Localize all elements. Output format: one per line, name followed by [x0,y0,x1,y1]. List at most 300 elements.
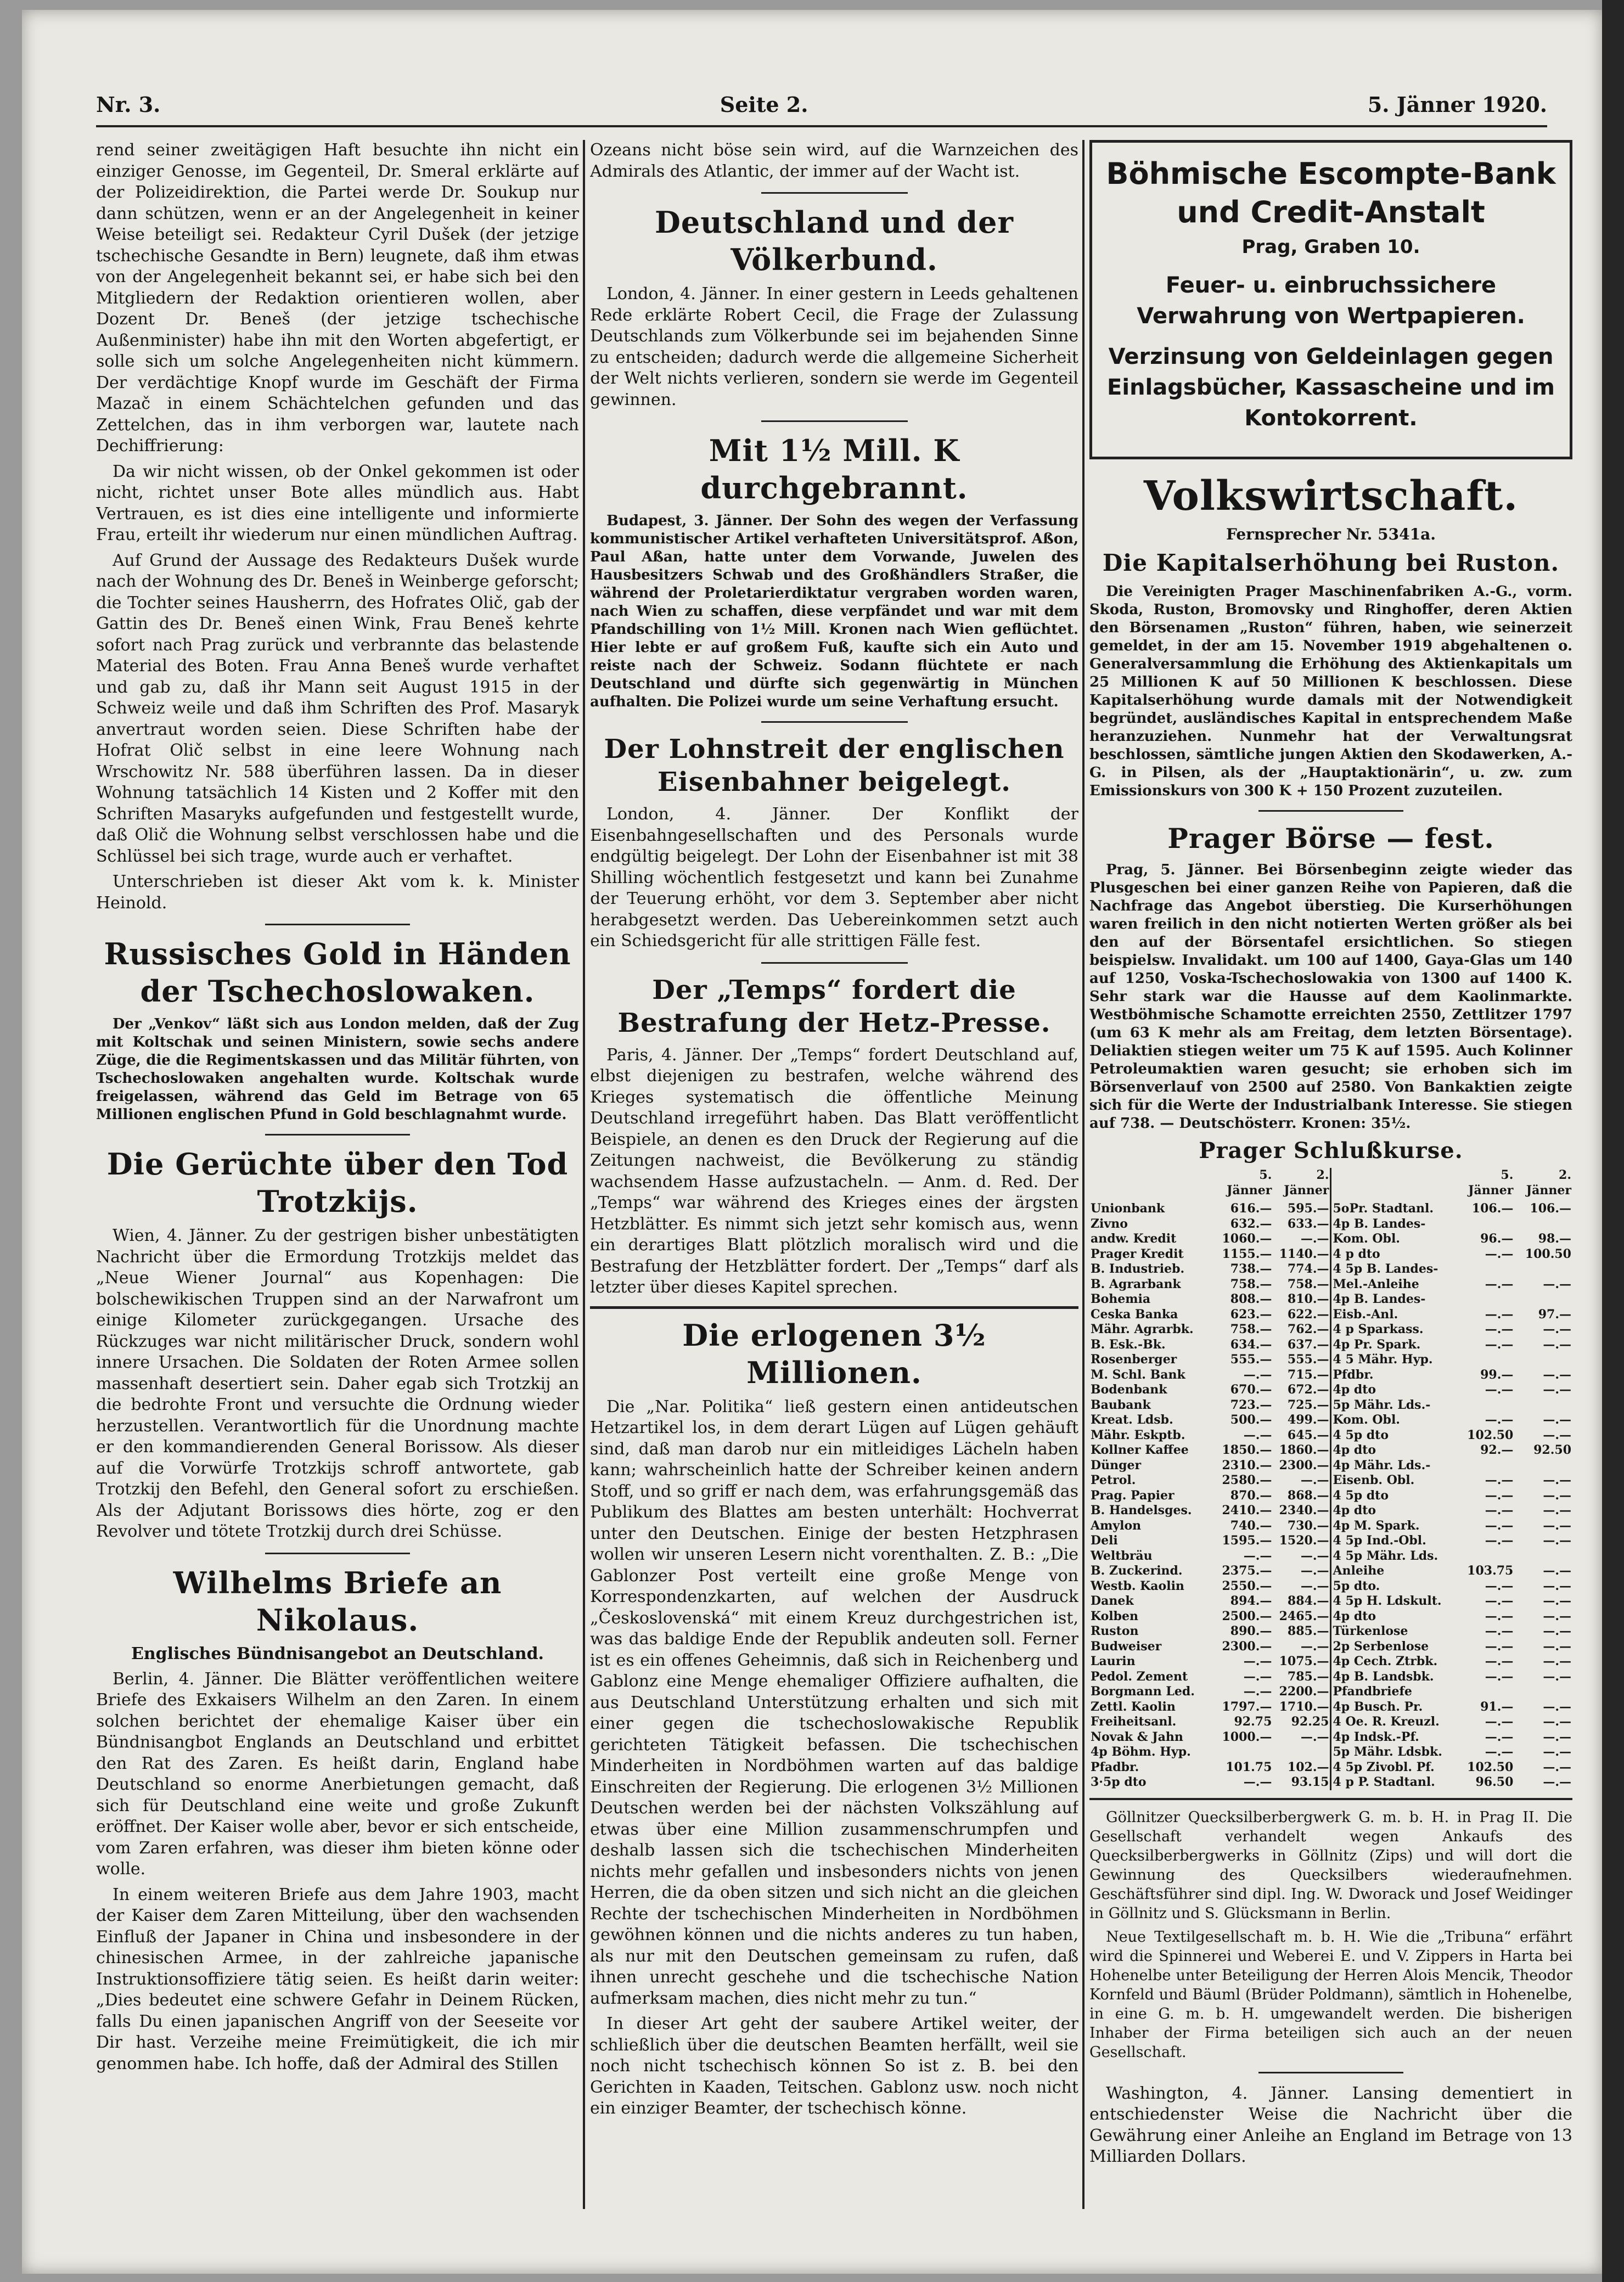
table-cell: 2310.— [1222,1458,1272,1472]
table-row [1089,1488,1572,1504]
bank-service-2: Verzinsung von Geldeinlagen gegen Einlagsbücher, Kassascheine und im Kontokorrent. [1107,344,1555,431]
table-cell: Deli [1091,1533,1118,1548]
table-cell: 97.— [1538,1307,1571,1322]
table-cell: Amylon [1091,1518,1142,1533]
table-cell: 4 Oe. R. Kreuzl. [1331,1715,1457,1730]
table-cell: 868.— [1287,1488,1329,1503]
article-text: London, 4. Jänner. Der Konflikt der Eisenbahngesellschaften und des Personals wurde endgültig beigelegt. Der Lohn der Eisenbahner ist mit 38 Shilling wöchentlich festgesetzt und kann bei Zunahme der Teuerung erhöht, vor dem 3. September aber nicht herabgesetzt werden. Das Uebereinkommen setzt auch ein Schiedsgericht für alle strittigen Fälle fest. [590,805,1078,951]
table-cell: 555.— [1287,1352,1329,1367]
table-cell: 637.— [1287,1337,1329,1352]
table-cell: 4p B. Landes- [1331,1292,1457,1307]
table-cell: 555.— [1230,1352,1272,1367]
table-row [1089,1670,1572,1685]
table-cell [1457,1352,1515,1368]
table-cell: 723.— [1230,1397,1272,1412]
table-cell: 500.— [1230,1413,1272,1427]
article-text: Paris, 4. Jänner. Der „Temps“ fordert Deutschland auf, elbst diejenigen zu bestrafen, welche während des Krieges systematisch die öffentliche Meinung Deutschland irregeführt haben. Das Blatt veröffentlicht Beispiele, an denen es den Druck der Regierung auf die Zeitungen nachweist, die Bevölkerung zu ständig wachsendem Hasse aufzustacheln. — Anm. d. Red. Der „Temps“ war während des Krieges eines der ärgsten Hetzblätter. Es nimmt sich jetzt sehr komisch aus, wenn ein derartiges Blatt plötzlich moralisch wird und die Bestrafung der Hetzblätter fordert. Der „Temps“ darf als letzter über dieses Kapitel sprechen. [590,1045,1078,1297]
table-cell: Weltbräu [1091,1548,1153,1563]
table-cell: 670.— [1230,1382,1272,1397]
table-cell: 4p Indsk.-Pf. [1331,1730,1457,1745]
table-cell: —.— [1485,1654,1514,1668]
table-cell: 106.— [1530,1201,1571,1216]
table-cell [1215,1745,1273,1760]
divider [1089,1798,1572,1800]
table-cell: 1710.— [1279,1699,1329,1714]
table-row [1089,1217,1572,1232]
table-cell: —.— [1543,1639,1571,1654]
table-cell: 2300.— [1222,1639,1272,1654]
table-row [1089,1368,1572,1383]
column-1 [96,140,579,2209]
table-cell: —.— [1543,1715,1571,1729]
table-cell: 4p B. Landsbk. [1331,1670,1457,1685]
article-text: Die Vereinigten Prager Maschinenfabriken A.-G., vorm. Skoda, Ruston, Bromovsky und Ringhoffer, deren Aktien den Börsenamen „Ruston“ führen, haben, wie seinerzeit gemeldet, in der am 15. November 1919 abgehaltenen o. Generalversammlung die Erhöhung des Aktienkapitals um 25 Millionen K auf 50 Millionen K beschlossen. Diese Kapitalserhöhung wurde damals mit der Notwendigkeit begründet, ausländisches Kapital in entsprechendem Maße heranzuziehen. Nunmehr hat der Verwaltungsrat beschlossen, sämtliche jungen Aktien den Skodawerken, A.-G. in Pilsen, als der „Hauptaktionärin“, u. zw. zum Emissionskurs von 300 K + 150 Prozent zuzuteilen. [1089,583,1572,799]
table-cell: M. Schl. Bank [1091,1367,1185,1382]
table-cell: 4p M. Spark. [1331,1519,1457,1534]
table-cell: 106.— [1471,1201,1514,1216]
headline-millionen: Die erlogenen 3½ Millionen. [682,1317,986,1390]
subheadline-wilhelm: Englisches Bündnisangebot an Deutschland. [131,1644,544,1663]
headline-trotzki: Die Gerüchte über den Tod Trotzkijs. [106,1146,569,1219]
table-cell: Pedol. Zement [1091,1669,1188,1684]
table-cell: 96.— [1480,1232,1514,1246]
table-cell: Pfdbr. [1331,1368,1457,1383]
table-cell: —.— [1485,1382,1514,1397]
table-cell: 92.25 [1291,1715,1329,1729]
table-cell: 1155.— [1222,1246,1272,1261]
table-row [1089,1277,1572,1292]
table-cell: 93.15 [1291,1775,1329,1789]
table-cell [1457,1549,1515,1564]
table-row [1089,1307,1572,1323]
table-cell: 4 5p H. Ldskult. [1331,1594,1457,1609]
table-row [1089,1594,1572,1609]
table-cell: 623.— [1230,1307,1272,1322]
table-cell: 758.— [1287,1277,1329,1291]
table-cell: —.— [1485,1624,1514,1638]
table-cell: 1595.— [1222,1533,1272,1548]
table-row [1089,1775,1572,1790]
table-cell [1457,1458,1515,1474]
article-text: Berlin, 4. Jänner. Die Blätter veröffentlichen weitere Briefe des Exkaisers Wilhelm an den Zaren. In einem solchen berichtet der ehemalige Kaiser über ein Bündnisangbot Englands an Deutschland und erbittet den Rat des Zaren. Es heißt darin, England habe Deutschland so enorme Anerbietungen gemacht, daß sich für Deutschland eine weite und große Zukunft eröffnet. Der Kaiser wolle aber, bevor er sich entscheide, vom Zaren erfahren, was dieser ihm bieten könne oder wolle. [96,1669,579,1879]
headline-temps: Der „Temps“ fordert die Bestrafung der Hetz-Presse. [617,974,1051,1038]
table-cell: Dünger [1091,1458,1142,1472]
table-cell: Baubank [1091,1397,1151,1412]
table-cell: —.— [1485,1533,1514,1548]
column-3 [1089,140,1572,2209]
table-row [1089,1443,1572,1458]
page-edge [1602,0,1624,2282]
table-cell [1273,1745,1331,1760]
bank-address: Prag, Graben 10. [1241,236,1420,258]
table-cell: Laurin [1091,1654,1136,1668]
table-cell: 725.— [1287,1397,1329,1412]
table-cell: —.— [1543,1624,1571,1638]
table-cell: 99.— [1480,1367,1514,1382]
table-cell: —.— [1543,1699,1571,1714]
table-cell [1514,1458,1572,1474]
table-cell: —.— [1543,1654,1571,1668]
table-cell: 98.— [1538,1232,1571,1246]
table-cell: Kolben [1091,1609,1139,1623]
article-text: Washington, 4. Jänner. Lansing dementiert in entschiedenster Weise die Nachricht über die Gewährung einer Anleihe an England im Betrage von 13 Milliarden Dollars. [1089,2083,1572,2166]
table-cell: 4 p dto [1331,1247,1457,1262]
table-row [1089,1715,1572,1730]
divider [265,1134,410,1136]
table-cell [1514,1684,1572,1700]
table-cell: —.— [1543,1533,1571,1548]
table-cell [1457,1262,1515,1277]
divider [590,1306,1078,1309]
table-cell: Unionbank [1091,1201,1165,1216]
bank-service-1: Feuer- u. einbruchssichere Verwahrung von Wertpapieren. [1137,273,1525,329]
header-rule [96,125,1547,127]
table-cell: 4 5p Ind.-Obl. [1331,1533,1457,1549]
table-cell: 2580.— [1222,1473,1272,1487]
table-cell: Bohemia [1091,1292,1151,1306]
table-cell: —.— [1485,1337,1514,1352]
table-row [1089,1398,1572,1413]
article-text: rend seiner zweitägigen Haft besuchte ihn nicht ein einziger Genosse, im Gegenteil, Dr. Smeral erklärte auf der Polizeidirektion, die Partei werde Dr. Soukup nur dann schützen, wenn er an der Angelegenheit in keiner Weise beteiligt sei. Redakteur Cyril Dušek (der jetzige tschechische Gesandte in Bern) leugnete, daß ihm etwas von der Angelegenheit bekannt sei, er habe sich bei den Mitgliedern der Redaktion orientieren wollen, aber Dozent Dr. Beneš (der jetzige tschechische Außenminister) habe ihn mit den Worten abgefertigt, er solle sich um solche Angelegenheiten nicht kümmern. Der verdächtige Knopf wurde im Geschäft der Firma Mazač in einem Schächtelchen gefunden und das Zettelchen, das in ihm verborgen war, lautete nach Dechiffrierung: [96,140,579,456]
table-cell: 1075.— [1279,1654,1329,1668]
table-header-row: 5. Jänner 2. Jänner 5. Jänner 2. Jänner [1089,1168,1572,1201]
table-cell: —.— [1243,1654,1272,1668]
headline-lohnstreit: Der Lohnstreit der englischen Eisenbahner beigelegt. [604,734,1065,797]
table-cell: 890.— [1230,1624,1272,1638]
article-text: Neue Textilgesellschaft m. b. H. Wie die „Tribuna“ erfährt wird die Spinnerei und Weberei E. und V. Zippers in Harta bei Hohenelbe unter Beteiligung der Herren Alois Mencik, Theodor Kornfeld und Bäuml (Brüder Poldmann), sämtlich in Hohenelbe, in eine G. m. b. H. umgewandelt werden. Die bisherigen Inhaber der Firma beteiligen sich auch an der neuen Gesellschaft. [1089,1928,1572,2061]
table-cell: 730.— [1287,1518,1329,1533]
column-2 [590,140,1078,2209]
divider [265,1553,410,1554]
table-cell: Kom. Obl. [1331,1413,1457,1428]
table-cell: —.— [1485,1594,1514,1608]
table-row [1089,1519,1572,1534]
table-cell: 103.75 [1467,1564,1514,1578]
table-cell: —.— [1485,1578,1514,1593]
table-cell: 102.50 [1467,1760,1514,1774]
table-cell: Novak & Jahn [1091,1729,1183,1744]
table-cell: 3·5p dto [1091,1775,1147,1789]
table-cell: —.— [1543,1337,1571,1352]
table-cell: 1000.— [1222,1729,1272,1744]
table-cell: Kom. Obl. [1331,1232,1457,1247]
table-row [1089,1458,1572,1474]
divider [761,420,908,422]
table-cell: Mähr. Eskptb. [1091,1427,1185,1442]
table-cell: 1797.— [1222,1699,1272,1714]
table-row [1089,1382,1572,1398]
page-header [96,88,1547,121]
table-cell: 870.— [1230,1488,1272,1503]
page-number: Seite 2. [720,92,808,117]
issue-number: Nr. 3. [96,92,161,117]
table-row [1089,1533,1572,1549]
table-cell: —.— [1300,1548,1329,1563]
table-cell [1457,1217,1515,1232]
table-row [1089,1473,1572,1488]
table-cell [1514,1549,1572,1564]
table-cell: 4 5 Mähr. Hyp. [1331,1352,1457,1368]
table-cell: —.— [1543,1473,1571,1487]
table-cell: 92.50 [1533,1443,1571,1457]
table-cell: —.— [1543,1427,1571,1442]
table-cell: 595.— [1287,1201,1329,1216]
table-cell: Pfadbr. [1091,1760,1139,1774]
stock-quotes-table [1089,1168,1572,1790]
divider [761,962,908,964]
table-row [1089,1262,1572,1277]
table-row [1089,1292,1572,1307]
table-cell: —.— [1543,1413,1571,1427]
table-cell: —.— [1543,1609,1571,1623]
table-row [1089,1247,1572,1262]
table-cell: 101.75 [1226,1760,1272,1774]
table-cell: B. Industrieb. [1091,1262,1185,1276]
table-cell: —.— [1485,1413,1514,1427]
table-cell: 102.— [1287,1760,1329,1774]
table-cell: andw. Kredit [1091,1232,1177,1246]
table-cell: Kreat. Ldsb. [1091,1413,1173,1427]
table-cell: 740.— [1230,1518,1272,1533]
table-cell: 4p dto [1331,1382,1457,1398]
table-row [1089,1745,1572,1760]
table-cell: Westb. Kaolin [1091,1578,1184,1593]
table-cell: —.— [1543,1382,1571,1397]
table-cell: 1850.— [1222,1443,1272,1457]
table-cell: —.— [1485,1246,1514,1261]
table-cell: 4p Böhm. Hyp. [1091,1745,1191,1759]
table-cell: 758.— [1230,1277,1272,1291]
table-row [1089,1337,1572,1353]
table-cell: —.— [1485,1669,1514,1684]
divider [1258,810,1403,812]
table-cell: 96.50 [1475,1775,1514,1789]
table-cell: 2550.— [1222,1578,1272,1593]
table-cell: 774.— [1287,1262,1329,1276]
table-cell: —.— [1485,1609,1514,1623]
table-row [1089,1624,1572,1639]
table-cell: 758.— [1230,1322,1272,1336]
table-cell: —.— [1300,1473,1329,1487]
section-title-volkswirtschaft: Volkswirtschaft. [1143,473,1519,520]
article-text: Der „Venkov“ läßt sich aus London melden, daß der Zug mit Koltschak und seinen Ministern, sowie sechs andere Züge, die die Regimentskassen und das Militär führten, von Tschechoslowaken angehalten wurde. Koltschak wurde freigelassen, während das Geld im Betrage von 65 Millionen englischen Pfund in Gold beschlagnahmt wurde. [96,1016,579,1123]
table-cell: Petrol. [1091,1473,1136,1487]
table-cell: Anleihe [1331,1564,1457,1579]
table-row [1089,1201,1572,1217]
table-cell: —.— [1543,1594,1571,1608]
bank-name-line-2: und Credit-Anstalt [1177,195,1485,229]
table-row [1089,1428,1572,1443]
table-cell: Zivno [1091,1216,1128,1231]
table-cell: —.— [1485,1503,1514,1517]
table-cell: 715.— [1287,1367,1329,1382]
table-row [1089,1609,1572,1625]
table-cell: 894.— [1230,1594,1272,1608]
table-cell: 4 p Sparkass. [1331,1322,1457,1337]
divider [761,721,908,723]
table-cell: 5p dto. [1331,1579,1457,1594]
table-cell: —.— [1485,1488,1514,1503]
table-cell: B. Handelsges. [1091,1503,1192,1517]
table-cell: 4p B. Landes- [1331,1217,1457,1232]
article-text: Unterschrieben ist dieser Akt vom k. k. Minister Heinold. [96,872,579,913]
divider [265,924,410,925]
table-cell: 4 p P. Stadtanl. [1331,1775,1457,1790]
table-cell: Eisenb. Obl. [1331,1473,1457,1488]
table-cell: 91.— [1480,1699,1514,1714]
table-cell: —.— [1300,1564,1329,1578]
column-rule-1 [583,140,585,2209]
table-cell: —.— [1243,1775,1272,1789]
table-cell: —.— [1300,1729,1329,1744]
headline-durchgebrannt: Mit 1½ Mill. K durchgebrannt. [700,433,968,505]
table-cell: 4p dto [1331,1503,1457,1519]
table-cell: 92.75 [1234,1715,1272,1729]
table-cell: —.— [1543,1277,1571,1291]
bank-advertisement [1089,140,1572,459]
table-cell: 2p Serbenlose [1331,1639,1457,1655]
table-cell: Kollner Kaffee [1091,1443,1189,1457]
article-text: In einem weiteren Briefe aus dem Jahre 1903, macht der Kaiser dem Zaren Mitteilung, über den wachsenden Einfluß der Japaner in China und insbesondere in der chinesischen Armee, in der zahlreiche japanische Instruktionsoffiziere tätig seien. Es heißt darin weiter: „Dies bedeutet eine schwere Gefahr in Deinem Rücken, falls Du einen japanischen Angriff von der Seeseite vor Dir hast. Verzeihe meine Freimütigkeit, die ich mir genommen habe. Ich hoffe, daß der Admiral des Stillen [96,1885,579,2073]
table-cell: —.— [1543,1564,1571,1578]
table-row [1089,1654,1572,1670]
table-cell: 4 5p B. Landes- [1331,1262,1457,1277]
table-cell: —.— [1300,1578,1329,1593]
table-cell: —.— [1243,1367,1272,1382]
table-cell: —.— [1485,1715,1514,1729]
table-row [1089,1549,1572,1564]
table-cell: —.— [1485,1322,1514,1336]
table-cell: 2340.— [1279,1503,1329,1517]
table-cell: 808.— [1230,1292,1272,1306]
table-row [1089,1760,1572,1775]
table-cell: Rosenberger [1091,1352,1177,1367]
table-cell: 92.— [1480,1443,1514,1457]
table-cell: —.— [1243,1548,1272,1563]
table-cell: —.— [1485,1473,1514,1487]
table-cell: Mähr. Agrarbk. [1091,1322,1194,1336]
table-cell [1514,1262,1572,1277]
table-row [1089,1730,1572,1745]
article-text: Da wir nicht wissen, ob der Onkel gekommen ist oder nicht, richtet unser Bote alles mündlich aus. Habt Vertrauen, es ist dies eine intelligente und informierte Frau, erteilt ihr wiederum nur einen mündlichen Auftrag. [96,462,579,544]
table-cell: 884.— [1287,1594,1329,1608]
table-cell [1457,1398,1515,1413]
table-cell: 645.— [1287,1427,1329,1442]
table-cell: 632.— [1230,1216,1272,1231]
article-text: Die „Nar. Politika“ ließ gestern einen antideutschen Hetzartikel los, in dem derart Lügen auf Lügen gehäuft sind, daß man darob nur ein mitleidiges Lächeln haben kann; wahrscheinlich hatte der Schreiber keinen andern Stoff, und so griff er nach dem, was erfahrungsgemäß das Publikum des Blattes am besten unterhält: Hochverrat unter den Deutschen. Einige der besten Hetzphrasen wollen wir unseren Lesern nicht vorenthalten. Z. B.: „Die Gablonzer Post verteilt eine große Menge von Korrespondenzkarten, auf welchen der Ausdruck „Československá“ mit einem Kreuz durchgestrichen ist, was das baldige Ende der Republik andeuten soll. Ferner ist es ein offenes Geheimnis, daß sich in Reichenberg und Gablonz eine Menge ehemaliger Offiziere aufhalten, die aus Deutschland Unterstützung erhalten und sich mit einer gegen die tschechoslowakische Republik gerichteten Tätigkeit befassen. Die tschechischen Minderheiten in Nordböhmen warten auf das baldige Einschreiten der Regierung. Die erlogenen 3½ Millionen Deutschen werden bei der nächsten Volkszählung auf etwas über eine Million zusammenschrumpfen und deshalb lassen sich die tschechischen Minderheiten nichts mehr gefallen und insbesonders nichts von jenen Herren, die da oben sitzen und sich nicht an die gleichen Rechte der tschechischen Minderheiten in Nordböhmen gewöhnen können und die nichts anderes zu tun haben, als nur mit den Deutschen gemeinsam zu rufen, daß ihnen unrecht geschehe und die tschechische Nation aufmerksam machen, dies nicht mehr zu tun.“ [590,1397,1078,2008]
table-row [1089,1579,1572,1594]
table-cell [1514,1217,1572,1232]
table-row [1089,1503,1572,1519]
article-text: Prag, 5. Jänner. Bei Börsenbeginn zeigte wieder das Plusgeschen bei einer ganzen Reihe von Papieren, daß die Nachfrage das Angebot überstieg. Die Kurserhöhungen waren freilich in den nicht notierten Werten größer als bei den auf der Börsentafel ersichtlichen. So stiegen beispielsw. Invalidakt. um 100 auf 1400, Gaya-Glas um 140 auf 1250, Voska-Tschechoslowakia von 1300 auf 1400 K. Sehr stark war die Hausse auf dem Kaolinmarkte. Westböhmische Schamotte erreichten 2550, Zettlitzer 1797 (um 63 K mehr als am Freitag, dem letzten Börsentage). Deliaktien stiegen weiter um 75 K auf 1595. Auch Kolinner Petroleumaktien waren gesucht; sie erhoben sich im Börsenverlauf von 2500 auf 2580. Von Bankaktien zeigte sich für die Werte der Industrialbank Interesse. Sie stiegen auf 738. — Deutschösterr. Kronen: 35½. [1089,862,1572,1132]
article-text: London, 4. Jänner. In einer gestern in Leeds gehaltenen Rede erklärte Robert Cecil, die Frage der Zulassung Deutschlands zum Völkerbunde sei im bejahenden Sinne zu entscheiden; dadurch werde die allgemeine Sicherheit der Welt nichts verlieren, sondern sie werde im Gegenteil gewinnen. [590,284,1078,409]
table-cell: 738.— [1230,1262,1272,1276]
headline-wilhelm: Wilhelms Briefe an Nikolaus. [173,1565,502,1638]
table-cell: Ceska Banka [1091,1307,1178,1322]
table-cell: 633.— [1287,1216,1329,1231]
bank-name-line-1: Böhmische Escompte-Bank [1106,156,1556,191]
headline-boerse: Prager Börse — fest. [1167,822,1494,855]
table-cell: B. Esk.-Bk. [1091,1337,1166,1352]
table-cell: 102.50 [1467,1427,1514,1442]
table-cell: 4 5p dto [1331,1428,1457,1443]
table-cell: —.— [1543,1669,1571,1684]
table-cell: 4p Pr. Spark. [1331,1337,1457,1353]
table-cell: Türkenlose [1331,1624,1457,1639]
table-cell: 4p Cech. Ztrbk. [1331,1654,1457,1670]
article-text: Wien, 4. Jänner. Zu der gestrigen bisher unbestätigten Nachricht über die Ermordung Trotzkijs meldet das „Neue Wiener Journal“ aus Kopenhagen: Die bolschewikischen Truppen sind an der Narwafront um einige Kilometer zurückgegangen. Ursache des Rückzuges war nicht militärischer Druck, sondern wohl innere Ursachen. Die Soldaten der Roten Armee sollen massenhaft desertiert sein. Daher egab sich Trotzkij an die bedrohte Front und versuchte die Ordnung wieder herzustellen. Verantwortlich für die Unordnung machte er den kommandierenden General Borissow. Als dieser auf die Vorwürfe Trotzkijs schroff antwortete, gab Trotzkij den Befehl, den General sofort zu erschießen. Als der Adjutant Borissows dies hörte, zog er den Revolver und tötete Trotzkij durch drei Schüsse. [96,1226,579,1541]
table-cell: 616.— [1230,1201,1272,1216]
table-cell: Budweiser [1091,1639,1162,1654]
table-cell: —.— [1485,1639,1514,1654]
table-cell: 2375.— [1222,1564,1272,1578]
headline-russisches-gold: Russisches Gold in Händen der Tschechoslowaken. [104,936,571,1009]
table-cell: 2465.— [1279,1609,1329,1623]
table-cell: 4p Busch. Pr. [1331,1700,1457,1715]
table-cell: —.— [1243,1684,1272,1699]
table-cell: Borgmann Led. [1091,1684,1195,1699]
table-cell: —.— [1543,1775,1571,1789]
table-cell: Zettl. Kaolin [1091,1699,1176,1714]
table-cell: 499.— [1287,1413,1329,1427]
table-cell: 4 5p dto [1331,1488,1457,1504]
table-cell: —.— [1243,1669,1272,1684]
table-cell: —.— [1300,1232,1329,1246]
headline-voelkerbund: Deutschland und der Völkerbund. [655,205,1014,277]
table-cell: 785.— [1287,1669,1329,1684]
table-cell: Prag. Papier [1091,1488,1175,1503]
table-cell: —.— [1243,1427,1272,1442]
column-rule-2 [1082,140,1084,2209]
table-cell: 634.— [1230,1337,1272,1352]
table-cell: 4p Mähr. Lds.- [1331,1458,1457,1474]
table-cell: —.— [1543,1518,1571,1533]
table-cell: Prager Kredit [1091,1246,1184,1261]
table-cell: —.— [1485,1307,1514,1322]
headline-ruston: Die Kapitalserhöhung bei Ruston. [1102,549,1560,576]
table-row [1089,1684,1572,1700]
table-cell: 2500.— [1222,1609,1272,1623]
article-text: Auf Grund der Aussage des Redakteurs Dušek wurde nach der Wohnung des Dr. Beneš in Weinberge geforscht; die Tochter seines Hausherrn, des Hofrates Olič, gab der Gattin des Dr. Beneš einen Wink, Frau Beneš kehrte sofort nach Prag zurück und verbrannte das belastende Material des Boten. Frau Anna Beneš wurde verhaftet und gab zu, daß ihr Mann seit August 1915 in der Schweiz weile und daß ihm Schriften des Prof. Masaryk anvertraut worden seien. Diese Schriften habe der Hofrat Olič selbst in eine leere Wohnung nach Wrschowitz Nr. 588 überführen lassen. Da in dieser Wohnung tatsächlich 14 Kisten und 2 Koffer mit den Schriften Masaryks aufgefunden und festgestellt wurde, daß Olič die Wohnung selbst verschlossen habe und die Schlüssel bei sich trage, wurde auch er verhaftet. [96,550,579,866]
table-cell: —.— [1543,1367,1571,1382]
table-cell: Bodenbank [1091,1382,1167,1397]
table-cell: —.— [1485,1745,1514,1759]
table-cell: 4p dto [1331,1443,1457,1458]
table-cell [1457,1292,1515,1307]
table-cell: 672.— [1287,1382,1329,1397]
table-cell: 2300.— [1279,1458,1329,1472]
table-row [1089,1639,1572,1655]
article-text: Göllnitzer Quecksilberbergwerk G. m. b. H. in Prag II. Die Gesellschaft verhandelt wegen Ankaufs des Quecksilberbergwerks in Göllnitz (Zips) und will dort die Gewinnung des Quecksilbers wiederaufnehmen. Geschäftsführer sind dipl. Ing. W. Dworack und Josef Weidinger in Göllnitz und S. Glücksmann in Berlin. [1089,1808,1572,1922]
table-cell: Eisb.-Anl. [1331,1307,1457,1323]
headline-schlusskurse: Prager Schlußkurse. [1199,1138,1463,1164]
table-cell: Pfandbriefe [1331,1684,1457,1700]
table-cell: Mel.-Anleihe [1331,1277,1457,1292]
table-row [1089,1564,1572,1579]
table-cell: —.— [1485,1729,1514,1744]
table-cell: 5oPr. Stadtanl. [1331,1201,1457,1217]
table-row [1089,1700,1572,1715]
article-text: Ozeans nicht böse sein wird, auf die Warnzeichen des Admirals des Atlantic, der immer auf der Wacht ist. [590,140,1078,181]
table-cell: 1140.— [1279,1246,1329,1261]
table-cell: 5p Mähr. Lds.- [1331,1398,1457,1413]
table-cell: —.— [1485,1277,1514,1291]
table-cell: 4 5p Zivobl. Pf. [1331,1760,1457,1775]
article-text: Budapest, 3. Jänner. Der Sohn des wegen der Verfassung kommunistischer Artikel verhafteten Universitätsprof. Aßon, Paul Aßan, hatte unter dem Vorwande, Juwelen des Hausbesitzers Schwab und des Großhändlers Straßer, die während der Proletarierdiktatur vergraben worden waren, nach Wien zu schaffen, diese verpfändet und war mit dem Pfandschilling von 1½ Mill. Kronen nach Wien geflüchtet. Hier lebte er auf großem Fuß, kaufte sich ein Auto und reiste nach der Schweiz. Sodann flüchtete er nach Deutschland und dürfte sich gegenwärtig in München aufhalten. Die Polizei wurde um seine Verhaftung ersucht. [590,513,1078,710]
table-cell: 4p dto [1331,1609,1457,1625]
table-cell: —.— [1543,1760,1571,1774]
table-cell: 2410.— [1222,1503,1272,1517]
